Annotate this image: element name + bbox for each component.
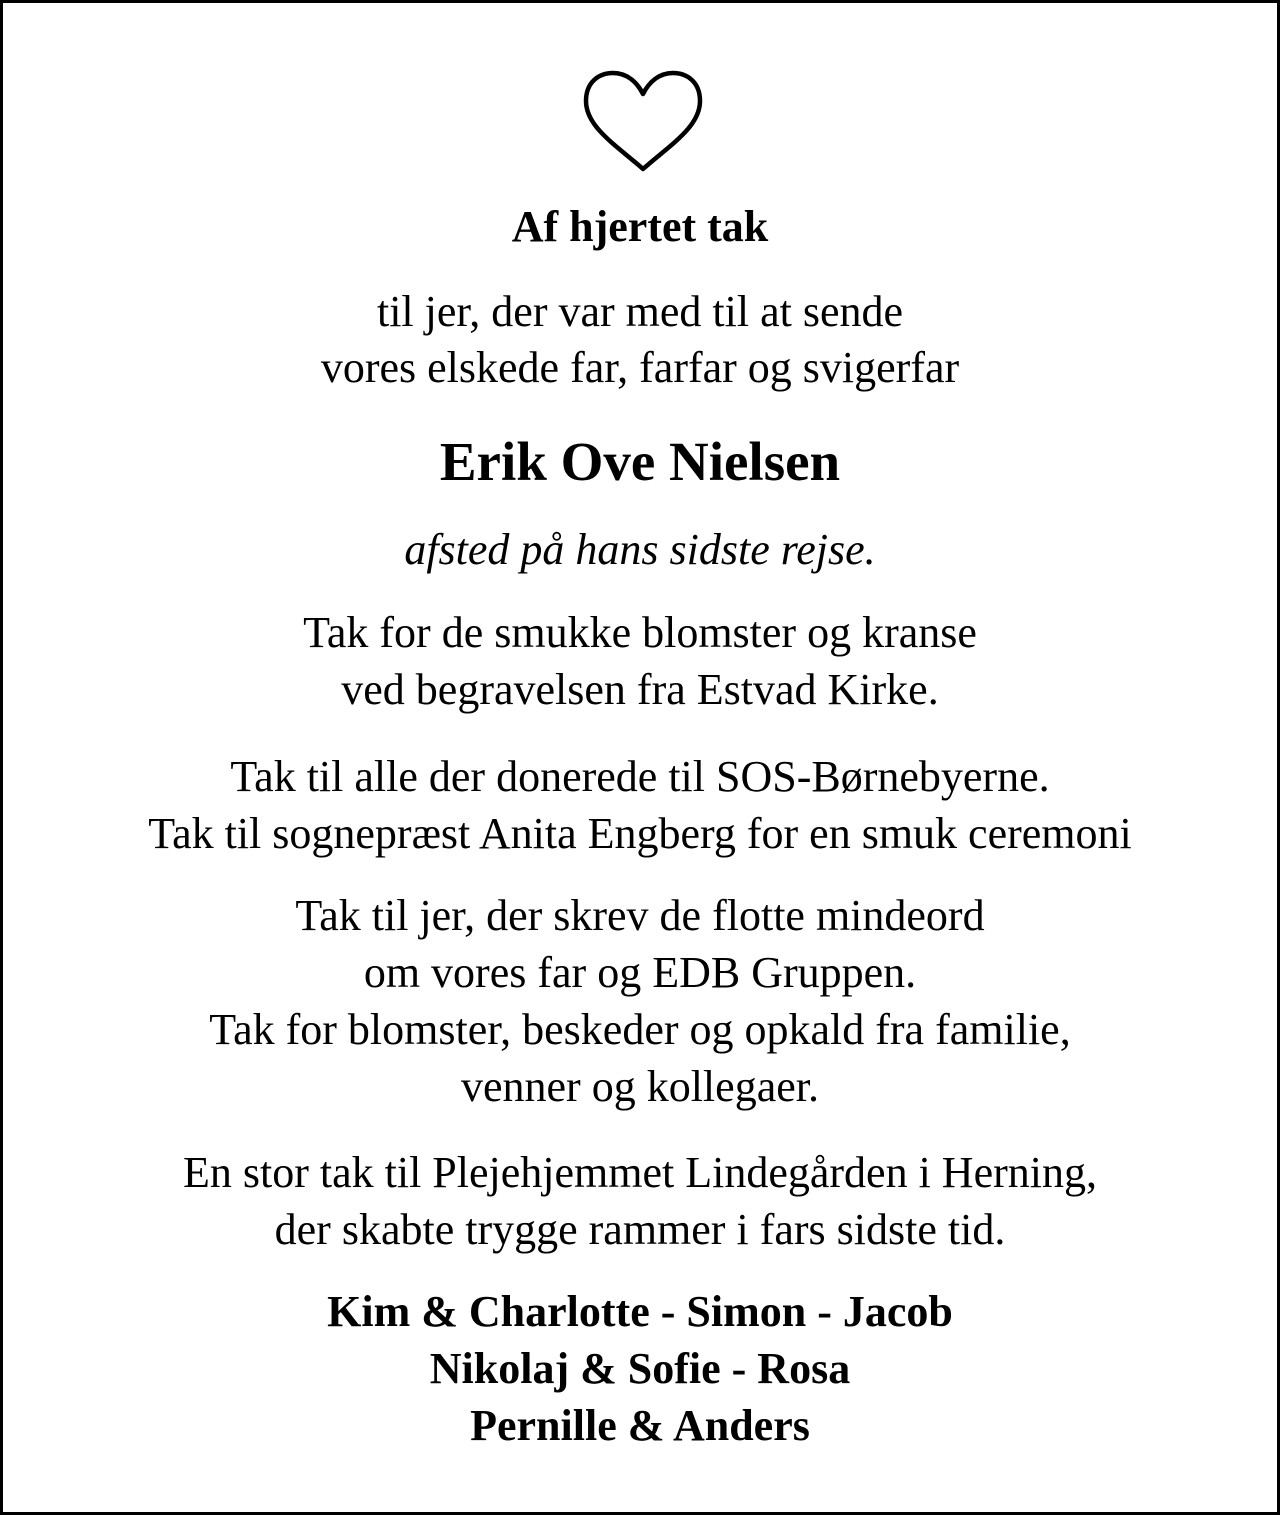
thanks-paragraph-donations [3,748,1277,862]
intro-text [3,284,1277,396]
paragraph-line: ved begravelsen fra Estvad Kirke. [341,665,939,714]
subtitle: afsted på hans sidste rejse. [404,525,876,574]
heart-outline-icon [582,69,704,173]
paragraph-line: Tak til sognepræst Anita Engberg for en smuk ceremoni [148,809,1132,858]
thanks-paragraph-flowers [3,604,1277,718]
paragraph-line: En stor tak til Plejehjemmet Lindegården i Herning, [183,1148,1097,1197]
intro-line: vores elskede far, farfar og svigerfar [320,343,960,392]
paragraph-line: Tak til alle der donerede til SOS-Børnebyerne. [230,752,1050,801]
paragraph-line: venner og kollegaer. [461,1062,819,1111]
thanks-paragraph-nursing-home [3,1144,1277,1258]
heading: Af hjertet tak [511,202,769,251]
signature-line: Pernille & Anders [470,1401,810,1450]
family-signature [3,1283,1277,1454]
intro-line: til jer, der var med til at sende [376,287,904,336]
paragraph-line: Tak for de smukke blomster og kranse [303,608,977,657]
paragraph-line: der skabte trygge rammer i fars sidste tid. [274,1205,1006,1254]
deceased-name: Erik Ove Nielsen [439,431,841,492]
signature-line: Kim & Charlotte - Simon - Jacob [327,1287,953,1336]
paragraph-line: Tak for blomster, beskeder og opkald fra familie, [209,1005,1071,1054]
thanks-paragraph-memorial [3,887,1277,1115]
signature-line: Nikolaj & Sofie - Rosa [429,1344,851,1393]
paragraph-line: om vores far og EDB Gruppen. [363,948,917,997]
paragraph-line: Tak til jer, der skrev de flotte mindeord [295,891,985,940]
